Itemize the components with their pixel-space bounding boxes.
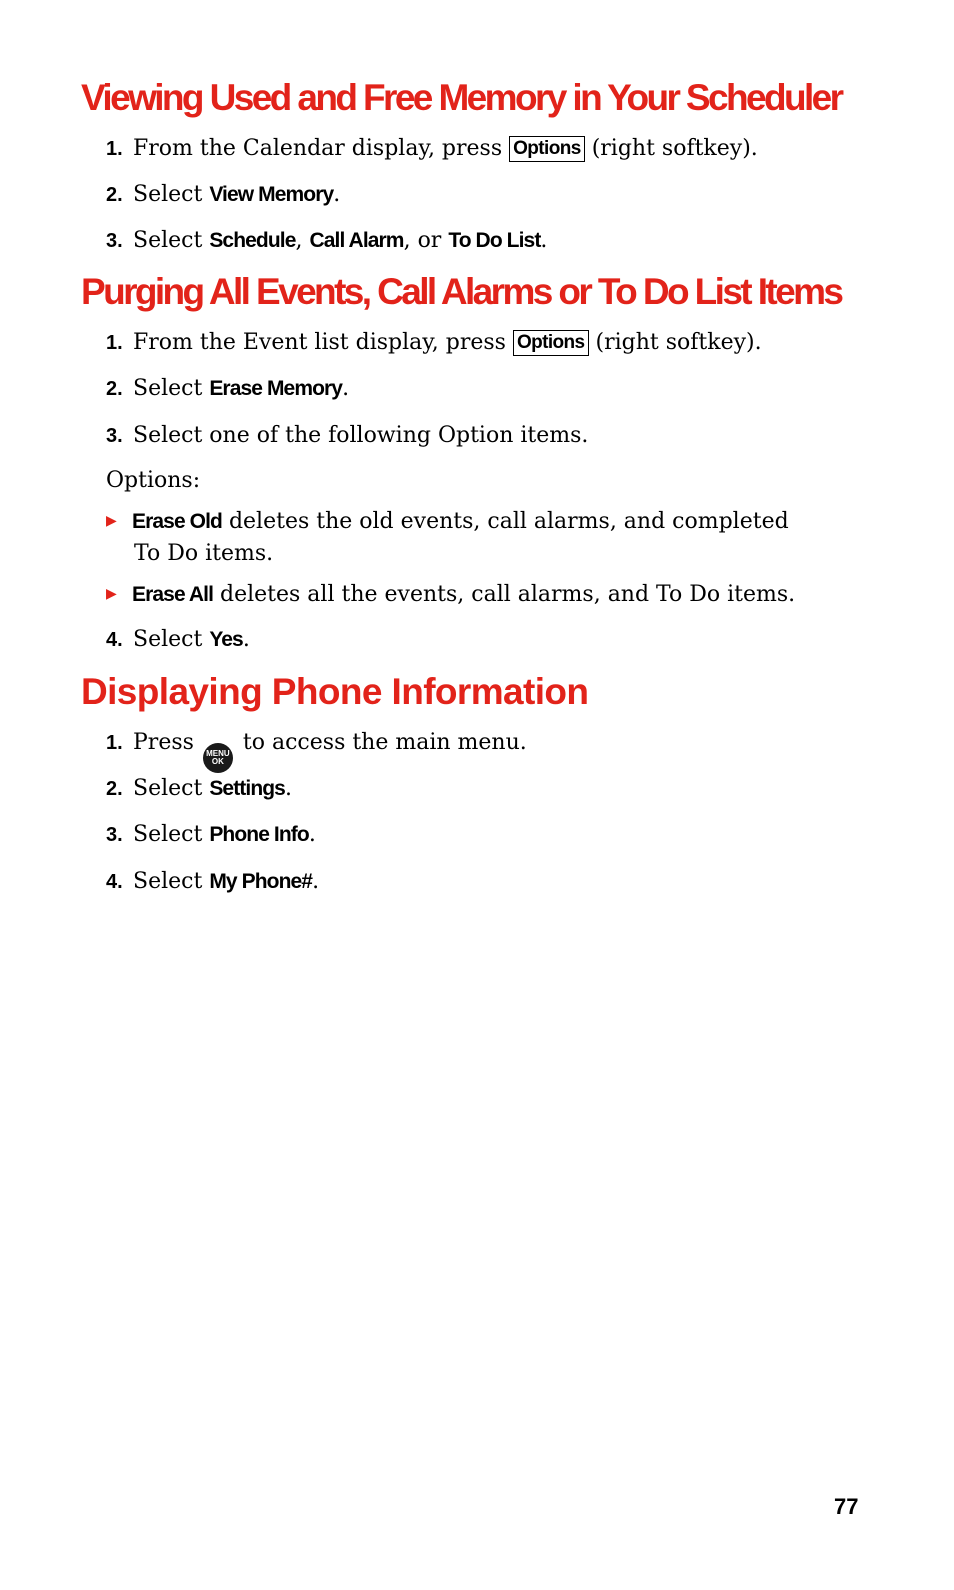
list-item [106,774,292,804]
option-bullet-item [106,579,795,610]
ok-key-label: OK [211,757,224,766]
step-text: Select one of the following Option items. [133,423,589,448]
step-text: . [308,822,316,847]
list-item [106,374,349,404]
step-text: . [540,228,548,253]
step-text: . [242,627,250,652]
page-number: 77 [834,1494,859,1519]
list-item [106,134,758,164]
list-item [106,820,316,850]
step-number: 2. [106,378,123,400]
menu-key-label: MENU [206,749,230,758]
step-text: Select [133,869,210,894]
menu-item-name: My Phone# [209,870,313,893]
step-text: Select [133,822,210,847]
step-text: . [333,182,341,207]
list-item [106,226,547,256]
step-number: 1. [106,138,123,160]
step-text: . [312,869,320,894]
triangle-bullet-icon: ▶ [106,586,117,602]
step-text: From the Event list display, press [133,330,513,355]
step-text: . [284,776,292,801]
step-text: Select [133,376,210,401]
step-number: 3. [106,425,123,447]
step-number: 2. [106,184,123,206]
menu-item-name: To Do List [448,229,541,252]
menu-item-name: Settings [209,777,285,800]
option-text: deletes all the events, call alarms, and To Do items. [213,582,796,607]
step-text: Select [133,627,210,652]
step-text: Select [133,228,210,253]
options-softkey: Options [513,330,589,356]
menu-ok-key-icon [203,743,233,773]
list-item [106,625,250,655]
step-text: (right softkey). [584,136,758,161]
section-heading-memory: Viewing Used and Free Memory in Your Scheduler [81,77,842,118]
list-item [106,728,527,773]
step-number: 4. [106,629,123,651]
step-text: Select [133,182,210,207]
step-text: (right softkey). [588,330,762,355]
triangle-bullet-icon: ▶ [106,513,117,529]
option-bullet-item [106,506,789,537]
menu-item-name: Call Alarm [309,229,404,252]
section-heading-phone-info: Displaying Phone Information [81,671,589,712]
step-text: , or [403,228,449,253]
list-item [106,421,588,451]
menu-item-name: View Memory [209,183,334,206]
list-item [106,867,319,897]
options-softkey: Options [509,136,585,162]
step-number: 1. [106,332,123,354]
option-name: Erase Old [132,510,222,533]
option-text: deletes the old events, call alarms, and completed [221,509,789,534]
menu-item-name: Phone Info [209,823,309,846]
step-text: to access the main menu. [235,730,527,755]
step-number: 2. [106,778,123,800]
list-item [106,180,340,210]
step-text: From the Calendar display, press [133,136,510,161]
step-number: 1. [106,732,123,754]
option-text-continued: To Do items. [134,541,274,566]
step-text: Select [133,776,210,801]
step-number: 3. [106,230,123,252]
step-number: 4. [106,871,123,893]
list-item [106,328,762,358]
section-heading-purging: Purging All Events, Call Alarms or To Do List Items [81,271,842,312]
step-text: , [295,228,310,253]
menu-item-name: Erase Memory [209,377,343,400]
step-number: 3. [106,824,123,846]
option-name: Erase All [132,583,214,606]
menu-item-name: Schedule [209,229,296,252]
options-label: Options: [106,468,201,493]
step-text: . [342,376,350,401]
step-text: Press [133,730,201,755]
menu-item-name: Yes [209,628,243,651]
